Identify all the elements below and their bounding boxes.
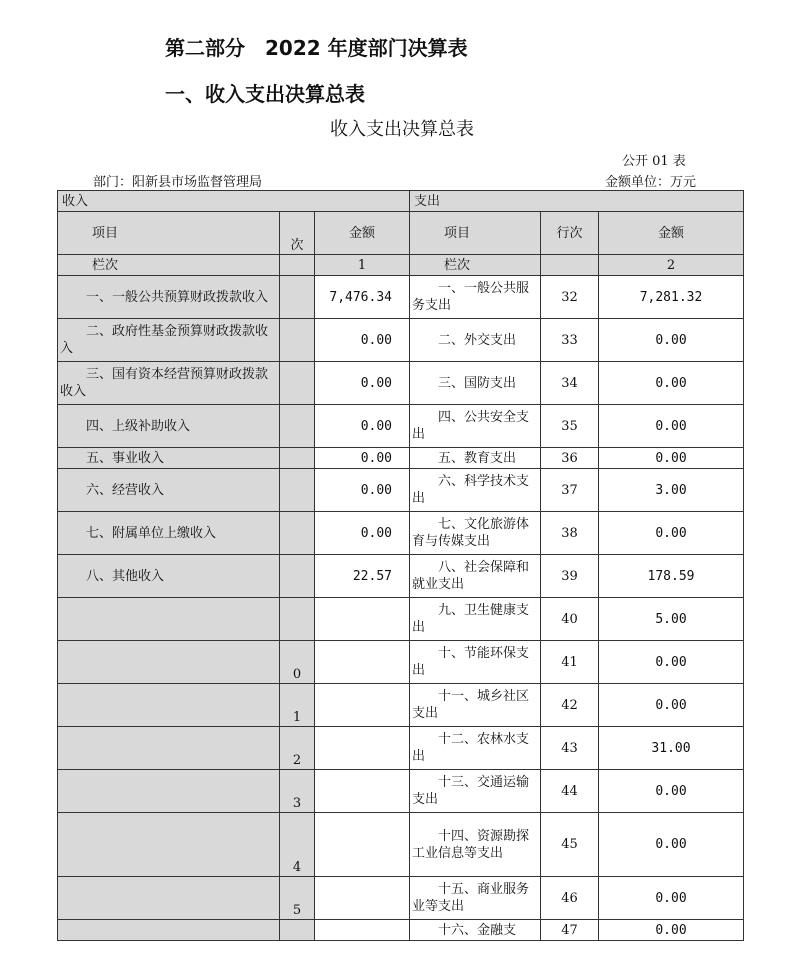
expense-amount-cell: 0.00 xyxy=(599,362,744,405)
table-title: 收入支出决算总表 xyxy=(330,119,474,140)
income-amount-cell xyxy=(315,920,410,941)
income-amount-cell: 7,476.34 xyxy=(315,276,410,319)
expense-ci-cell: 39 xyxy=(541,555,599,598)
income-item-cell: 一、一般公共预算财政拨款收入 xyxy=(58,276,280,319)
income-item-cell xyxy=(58,770,280,813)
income-amount-cell xyxy=(315,877,410,920)
income-ci-cell xyxy=(280,362,315,405)
income-ci-header: 次 xyxy=(280,212,315,255)
income-item-cell: 五、事业收入 xyxy=(58,448,280,469)
income-item-cell: 二、政府性基金预算财政拨款收入 xyxy=(58,319,280,362)
income-ci-cell xyxy=(280,319,315,362)
lanci-label-expense: 栏次 xyxy=(410,255,541,276)
income-item-cell xyxy=(58,813,280,877)
income-ci-cell xyxy=(280,469,315,512)
expense-item-cell: 五、教育支出 xyxy=(410,448,541,469)
expense-amount-cell: 0.00 xyxy=(599,770,744,813)
income-ci-cell xyxy=(280,598,315,641)
expense-ci-cell: 34 xyxy=(541,362,599,405)
income-item-cell xyxy=(58,727,280,770)
income-ci-cell: 5 xyxy=(280,877,315,920)
expense-ci-cell: 35 xyxy=(541,405,599,448)
table-row xyxy=(58,276,744,319)
income-ci-cell: 2 xyxy=(280,727,315,770)
table-row xyxy=(58,920,744,941)
income-amount-cell xyxy=(315,770,410,813)
income-ci-cell xyxy=(280,512,315,555)
group-header-row xyxy=(58,191,744,212)
expense-ci-cell: 38 xyxy=(541,512,599,555)
income-amount-header: 金额 xyxy=(315,212,410,255)
income-item-cell xyxy=(58,641,280,684)
income-item-cell xyxy=(58,684,280,727)
expense-item-cell: 十四、资源勘探工业信息等支出 xyxy=(410,813,541,877)
expense-amount-cell: 0.00 xyxy=(599,448,744,469)
expense-amount-cell: 0.00 xyxy=(599,684,744,727)
expense-header: 支出 xyxy=(410,191,744,212)
expense-amount-cell: 0.00 xyxy=(599,813,744,877)
income-ci-cell: 4 xyxy=(280,813,315,877)
income-item-cell: 六、经营收入 xyxy=(58,469,280,512)
income-amount-cell xyxy=(315,727,410,770)
table-row xyxy=(58,469,744,512)
unit-label: 金额单位：万元 xyxy=(605,175,697,190)
expense-ci-cell: 42 xyxy=(541,684,599,727)
table-row xyxy=(58,598,744,641)
column-header-row xyxy=(58,212,744,255)
expense-item-cell: 十三、交通运输支出 xyxy=(410,770,541,813)
part-heading: 第二部分 2022 年度部门决算表 xyxy=(165,36,468,60)
income-amount-cell: 0.00 xyxy=(315,469,410,512)
expense-ci-cell: 41 xyxy=(541,641,599,684)
income-item-header: 项目 xyxy=(58,212,280,255)
expense-item-cell: 十一、城乡社区支出 xyxy=(410,684,541,727)
expense-ci-cell: 46 xyxy=(541,877,599,920)
income-ci-cell xyxy=(280,920,315,941)
table-row xyxy=(58,319,744,362)
expense-amount-cell: 0.00 xyxy=(599,920,744,941)
income-item-cell: 八、其他收入 xyxy=(58,555,280,598)
income-item-cell: 七、附属单位上缴收入 xyxy=(58,512,280,555)
income-amount-cell: 0.00 xyxy=(315,405,410,448)
lanci-ci-cell xyxy=(280,255,315,276)
lanci-expense-ci-cell xyxy=(541,255,599,276)
income-expense-table xyxy=(57,190,744,941)
lanci-label: 栏次 xyxy=(58,255,280,276)
expense-amount-cell: 5.00 xyxy=(599,598,744,641)
expense-item-cell: 六、科学技术支出 xyxy=(410,469,541,512)
income-amount-cell xyxy=(315,598,410,641)
expense-item-cell: 十六、金融支 xyxy=(410,920,541,941)
section-heading: 一、收入支出决算总表 xyxy=(165,82,365,106)
income-ci-cell xyxy=(280,448,315,469)
table-row xyxy=(58,448,744,469)
income-ci-cell xyxy=(280,405,315,448)
expense-item-header: 项目 xyxy=(410,212,541,255)
expense-amount-header: 金额 xyxy=(599,212,744,255)
expense-item-cell: 四、公共安全支出 xyxy=(410,405,541,448)
expense-amount-cell: 0.00 xyxy=(599,319,744,362)
expense-ci-header: 行次 xyxy=(541,212,599,255)
expense-amount-cell: 0.00 xyxy=(599,877,744,920)
expense-ci-cell: 44 xyxy=(541,770,599,813)
income-item-cell: 三、国有资本经营预算财政拨款收入 xyxy=(58,362,280,405)
expense-item-cell: 八、社会保障和就业支出 xyxy=(410,555,541,598)
expense-amount-cell: 0.00 xyxy=(599,512,744,555)
income-ci-cell: 1 xyxy=(280,684,315,727)
table-row xyxy=(58,362,744,405)
income-amount-cell: 0.00 xyxy=(315,319,410,362)
expense-amount-cell: 0.00 xyxy=(599,405,744,448)
table-row xyxy=(58,641,744,684)
income-amount-cell: 22.57 xyxy=(315,555,410,598)
income-amount-cell: 0.00 xyxy=(315,448,410,469)
col-2-index: 2 xyxy=(599,255,744,276)
col-1-index: 1 xyxy=(315,255,410,276)
table-row xyxy=(58,727,744,770)
income-amount-cell: 0.00 xyxy=(315,362,410,405)
income-ci-cell xyxy=(280,276,315,319)
expense-amount-cell: 31.00 xyxy=(599,727,744,770)
expense-item-cell: 十二、农林水支出 xyxy=(410,727,541,770)
expense-ci-cell: 43 xyxy=(541,727,599,770)
income-amount-cell: 0.00 xyxy=(315,512,410,555)
expense-ci-cell: 40 xyxy=(541,598,599,641)
expense-item-cell: 一、一般公共服务支出 xyxy=(410,276,541,319)
expense-ci-cell: 36 xyxy=(541,448,599,469)
expense-item-cell: 九、卫生健康支出 xyxy=(410,598,541,641)
income-item-cell: 四、上级补助收入 xyxy=(58,405,280,448)
form-number: 公开 01 表 xyxy=(622,154,686,169)
expense-item-cell: 十、节能环保支出 xyxy=(410,641,541,684)
expense-item-cell: 七、文化旅游体育与传媒支出 xyxy=(410,512,541,555)
department-label: 部门：阳新县市场监督管理局 xyxy=(93,175,263,190)
expense-amount-cell: 0.00 xyxy=(599,641,744,684)
table-row xyxy=(58,684,744,727)
expense-ci-cell: 37 xyxy=(541,469,599,512)
table-row xyxy=(58,877,744,920)
table-row xyxy=(58,555,744,598)
income-item-cell xyxy=(58,877,280,920)
expense-item-cell: 十五、商业服务业等支出 xyxy=(410,877,541,920)
table-row xyxy=(58,405,744,448)
income-amount-cell xyxy=(315,813,410,877)
column-index-row xyxy=(58,255,744,276)
table-row xyxy=(58,770,744,813)
expense-ci-cell: 47 xyxy=(541,920,599,941)
table-row xyxy=(58,512,744,555)
expense-item-cell: 二、外交支出 xyxy=(410,319,541,362)
income-ci-cell: 0 xyxy=(280,641,315,684)
income-item-cell xyxy=(58,920,280,941)
income-amount-cell xyxy=(315,684,410,727)
income-header: 收入 xyxy=(58,191,410,212)
income-item-cell xyxy=(58,598,280,641)
expense-ci-cell: 32 xyxy=(541,276,599,319)
table-row xyxy=(58,813,744,877)
expense-amount-cell: 3.00 xyxy=(599,469,744,512)
expense-amount-cell: 178.59 xyxy=(599,555,744,598)
income-ci-cell xyxy=(280,555,315,598)
expense-ci-cell: 45 xyxy=(541,813,599,877)
income-ci-cell: 3 xyxy=(280,770,315,813)
expense-ci-cell: 33 xyxy=(541,319,599,362)
income-amount-cell xyxy=(315,641,410,684)
expense-amount-cell: 7,281.32 xyxy=(599,276,744,319)
expense-item-cell: 三、国防支出 xyxy=(410,362,541,405)
